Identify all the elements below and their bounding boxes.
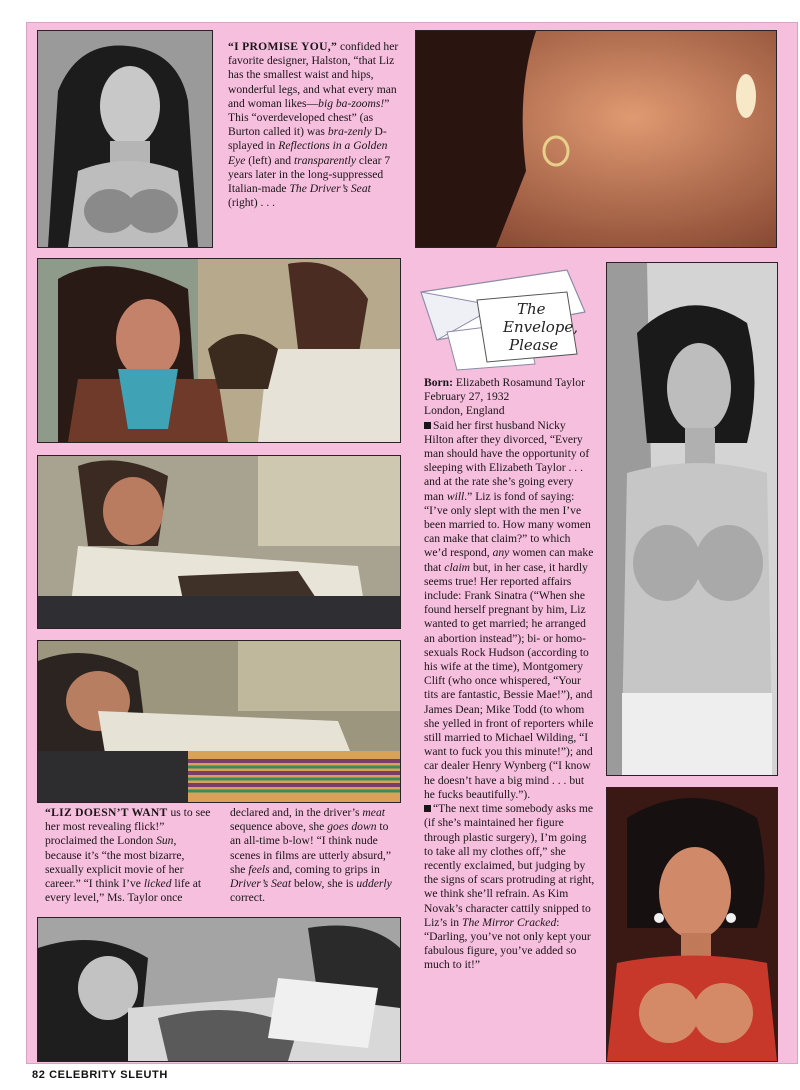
photo-drivers-seat-closeup — [415, 30, 777, 248]
caption-emphasis: big ba-zooms! — [318, 96, 385, 110]
caption-emphasis: The Driver’s Seat — [289, 182, 371, 196]
caption-text: sequence above, she — [230, 820, 328, 834]
caption-text: clear 7 years later in the long-suppressed Italian-made — [228, 153, 391, 196]
caption-text: to an all-time b-low! “I think nude scenes in films are utterly absurd,” she — [230, 820, 391, 876]
bio-emphasis: The Mirror Cracked — [462, 915, 557, 929]
caption-text: declared and, in the driver’s — [230, 806, 363, 819]
bio-emphasis: will — [446, 489, 465, 503]
caption-emphasis: Reflections in a Golden Eye — [228, 139, 388, 167]
caption-emphasis: licked — [143, 877, 172, 891]
caption-mid-right — [230, 806, 400, 905]
bio-text: women can make that — [424, 546, 594, 574]
bio-text: but, in her case, it hardly seems true! Her reported affairs include: Frank Sinatra (“When she found herself pregnant by him, Liz wanted to get married; he arranged an abortion instead”); bi- or homo- sexuals Rock Hudson (according to his wife at the time), Montgomery Clift (who once whispered, “Your tits are fantastic, Bessie Mae!”), and James Dean; Mike Todd (to whom she yelled in front of reporters while still married to Michael Wilding, “I want to fuck you this minute!”); and car dealer Henry Wynberg (“I know he doesn’t have a big mind . . . but he fucks beautifully.”). — [424, 560, 594, 801]
caption-text: and, coming to grips in — [269, 862, 380, 876]
photo-car-scene-3 — [37, 640, 401, 803]
envelope-line-1: The — [517, 300, 546, 318]
bio-emphasis: claim — [444, 560, 471, 574]
caption-emphasis: bra-zenly — [327, 125, 372, 139]
photo-car-scene-1 — [37, 258, 401, 443]
bio-text: Said her first husband Nicky Hilton after they divorced, “Every man should have the opportunity of sleeping with Elizabeth Taylor . . . and at the rate she’s going every man — [424, 418, 590, 503]
caption-text: below, she is — [291, 877, 357, 891]
bullet-icon — [424, 422, 431, 429]
envelope-line-2: Envelope, — [503, 318, 579, 336]
photo-reflections-golden-eye — [37, 30, 213, 248]
bio-text: .” Liz is fond of saying: “I’ve only slept with the men I’ve been married to. How many women can make that claim?” to which we’d respond, — [424, 489, 591, 560]
caption-emphasis: feels — [248, 862, 270, 876]
born-place: London, England — [424, 404, 505, 418]
page-footer: 82 CELEBRITY SLEUTH — [32, 1069, 168, 1081]
caption-top — [228, 40, 400, 210]
bullet-icon — [424, 805, 431, 812]
caption-top-lead: “I PROMISE YOU,” — [228, 40, 338, 53]
caption-emphasis: Driver’s Seat — [230, 877, 292, 891]
caption-text: , because it’s “the most bizarre, sexually explicit movie of her career.” “I think I’ve — [45, 834, 185, 891]
caption-text: us to see her most revealing flick!” proclaimed the London — [45, 806, 211, 848]
caption-text: confided her favorite designer, Halston, “that Liz has the smallest waist and hips, wonderful legs, and what every man and woman likes— — [228, 40, 399, 110]
bio-text: “The next time somebody asks me (if she’s maintained her figure through plastic surgery), I’m going to take all my clothes off,” she recently exclaimed, but judging by the signs of scars protruding at right, we think she’ll refrain. As Kim Novak’s character cattily snipped to Liz’s in — [424, 802, 595, 929]
caption-text: (left) and — [245, 153, 294, 167]
caption-text: correct. — [230, 891, 266, 905]
caption-mid-left — [45, 806, 215, 905]
photo-drivers-seat-bottom — [37, 917, 401, 1062]
caption-emphasis: Sun — [156, 834, 174, 848]
born-name: Elizabeth Rosamund Taylor — [452, 376, 585, 389]
photo-portrait-right — [606, 262, 778, 776]
bio-text: : “Darling, you’ve not only kept your fabulous figure, you’ve added so much to it!” — [424, 915, 591, 972]
bio-emphasis: any — [492, 546, 510, 560]
caption-emphasis: goes down — [327, 820, 377, 834]
born-label: Born: — [424, 376, 453, 389]
photo-portrait-red-dress — [606, 787, 778, 1062]
caption-emphasis: transparently — [293, 153, 357, 167]
envelope-line-3: Please — [509, 336, 559, 354]
caption-text: D-splayed in — [228, 125, 387, 153]
caption-mid-lead: “LIZ DOESN’T WANT — [45, 806, 168, 819]
bio-column — [424, 376, 596, 973]
caption-text: (right) . . . — [228, 196, 276, 210]
caption-emphasis: udderly — [356, 877, 392, 891]
caption-text: ” This “overdeveloped chest” (as Burton called it) was — [228, 96, 390, 139]
caption-emphasis: meat — [362, 806, 385, 819]
born-date: February 27, 1932 — [424, 390, 510, 404]
envelope-graphic — [417, 262, 589, 371]
caption-text: life at every level,” Ms. Taylor once — [45, 877, 202, 905]
photo-car-scene-2 — [37, 455, 401, 629]
